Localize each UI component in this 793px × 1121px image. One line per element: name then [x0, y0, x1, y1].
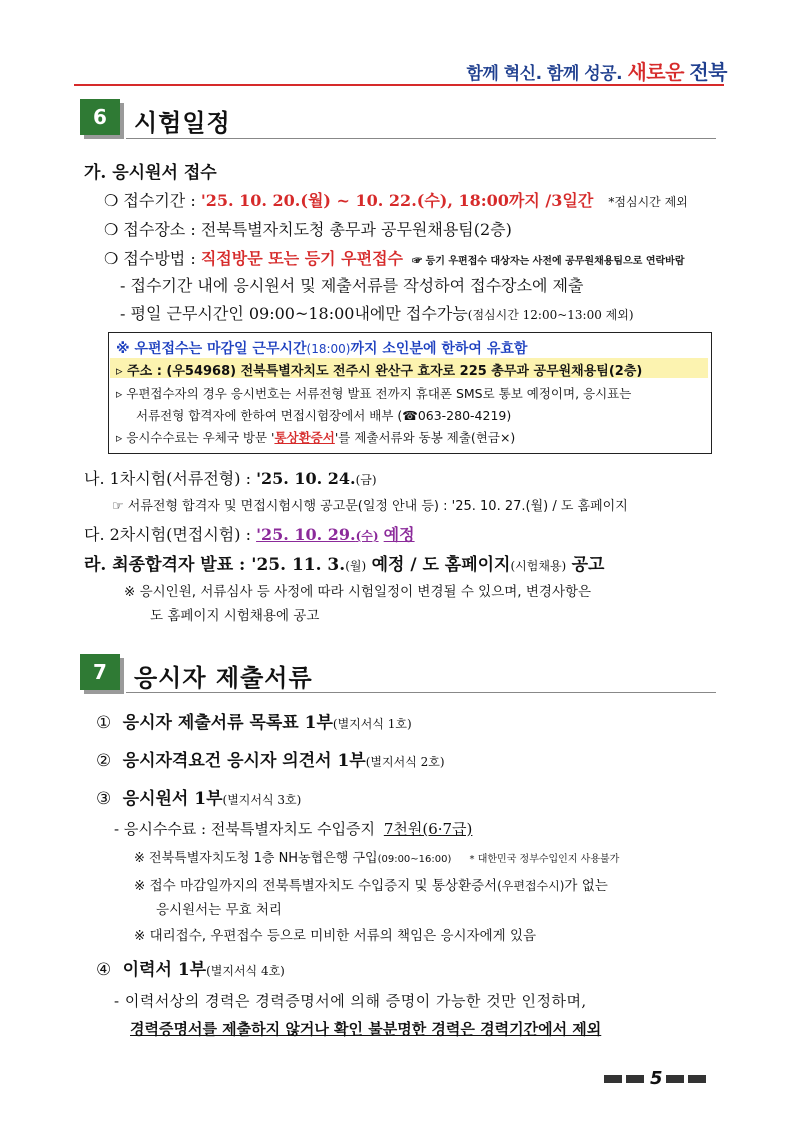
- item-note: (별지서식 2호): [365, 755, 445, 769]
- ra-label: 라. 최종합격자 발표 : '25. 11. 3.: [84, 555, 346, 575]
- item-name: 이력서 1부: [122, 960, 207, 980]
- place-value: 전북특별자치도청 총무과 공무원채용팀(2층): [200, 220, 512, 239]
- slogan-new: 새로운: [627, 60, 684, 84]
- page-number: 5: [650, 1068, 663, 1089]
- footer-dash: [626, 1075, 644, 1083]
- resume-line-1: - 이력서상의 경력은 경력증명서에 의해 증명이 가능한 것만 인정하며,: [114, 992, 587, 1010]
- box-line-1b: (18:00): [306, 342, 351, 356]
- ra-note-2: 도 홈페이지 시험채용에 공고: [150, 608, 320, 624]
- item-note: (별지서식 3호): [222, 793, 302, 807]
- box-line-1: [116, 338, 527, 358]
- section-number: 7: [80, 654, 120, 690]
- ra-day: (월): [345, 559, 367, 573]
- box-line-5a: ▹ 응시수수료는 우체국 방문 ': [116, 430, 275, 445]
- subsection-da: [84, 522, 415, 545]
- method-note: ☞ 등기 우편접수 대상자는 사전에 공무원채용팀으로 연락바람: [412, 256, 685, 267]
- box-address: ▹ 주소 : (우54968) 전북특별자치도 전주시 완산구 효자로 225 총무과 공무원채용팀(2층): [116, 364, 643, 379]
- fee-row: [114, 818, 472, 839]
- footer-dash: [688, 1075, 706, 1083]
- method-label: ❍ 접수방법 :: [104, 249, 196, 268]
- fee-note-1: [134, 847, 619, 866]
- section-number: 6: [80, 99, 120, 135]
- na-date: '25. 10. 24.: [256, 469, 356, 488]
- box-line-5c: '를 제출서류와 동봉 제출(현금×): [334, 430, 516, 445]
- slogan-jeonbuk: 전북: [689, 60, 727, 84]
- subsection-ra: [84, 550, 604, 575]
- da-tail: 예정: [383, 525, 415, 544]
- item-note: (별지서식 1호): [332, 717, 412, 731]
- footer-dash: [604, 1075, 622, 1083]
- subsection-na: [84, 466, 377, 489]
- doc-item-4: [96, 955, 285, 980]
- na-day: (금): [355, 473, 377, 487]
- section-title: 시험일정: [134, 109, 231, 137]
- ga-dash-2-note: (점심시간 12:00~13:00 제외): [467, 308, 634, 322]
- da-date: '25. 10. 29.: [256, 525, 356, 544]
- fee-note-2-cont: 응시원서는 무효 처리: [156, 902, 282, 918]
- item-note: (별지서식 4호): [206, 964, 285, 978]
- period-label: ❍ 접수기간 :: [104, 191, 196, 210]
- item-mark: ④: [96, 960, 112, 980]
- period-row: [104, 188, 688, 211]
- period-value: '25. 10. 20.(월) ~ 10. 22.(수), 18:00까지 /3일간: [200, 191, 594, 210]
- item-mark: ②: [96, 751, 112, 771]
- ra-tail: 공고: [571, 555, 605, 575]
- ga-dash-2-main: - 평일 근무시간인 09:00~18:00내에만 접수가능: [120, 304, 468, 323]
- slogan-text: 함께 혁신. 함께 성공.: [466, 64, 623, 84]
- ra-mid: 예정 / 도 홈페이지: [371, 555, 511, 575]
- fee-note-3: ※ 대리접수, 우편접수 등으로 미비한 서류의 책임은 응시자에게 있음: [134, 928, 537, 944]
- doc-item-1: [96, 708, 412, 733]
- fee-label: - 응시수수료 : 전북특별자치도 수입증지: [114, 820, 376, 838]
- item-name: 응시원서 1부: [122, 789, 223, 809]
- box-line-4: 서류전형 합격자에 한하여 면접시험장에서 배부 (☎063-280-4219): [136, 408, 512, 423]
- na-label: 나. 1차시험(서류전형) :: [84, 469, 251, 488]
- method-row: [104, 246, 685, 269]
- box-line-1a: ※ 우편접수는 마감일 근무시간: [116, 341, 307, 357]
- box-line-5: [116, 428, 515, 446]
- header-divider: [74, 84, 724, 86]
- doc-item-3: [96, 784, 301, 809]
- footer-dash: [666, 1075, 684, 1083]
- section-title: 응시자 제출서류: [134, 664, 313, 692]
- fee-note-2b: (우편접수시): [497, 879, 565, 893]
- ga-dash-2: [120, 301, 634, 324]
- header-slogan: [466, 56, 727, 85]
- fee-note-2c: 가 없는: [564, 878, 608, 894]
- na-note: ☞ 서류전형 합격자 및 면접시험시행 공고문(일정 안내 등) : '25. 10. 27.(월) / 도 홈페이지: [112, 499, 628, 514]
- item-name: 응시자 제출서류 목록표 1부: [122, 713, 333, 733]
- box-line-3: ▹ 우편접수자의 경우 응시번호는 서류전형 발표 전까지 휴대폰 SMS로 통보 예정이며, 응시표는: [116, 386, 632, 401]
- section-divider: [126, 692, 716, 693]
- place-row: [104, 217, 512, 240]
- box-line-1c: 까지 소인분에 한하여 유효함: [350, 341, 528, 357]
- fee-note-1-main: ※ 전북특별자치도청 1층 NH농협은행 구입: [134, 851, 378, 866]
- resume-line-2: 경력증명서를 제출하지 않거나 확인 불분명한 경력은 경력기간에서 제외: [130, 1020, 602, 1038]
- method-value: 직접방문 또는 등기 우편접수: [200, 249, 404, 268]
- ra-note-1: ※ 응시인원, 서류심사 등 사정에 따라 시험일정이 변경될 수 있으며, 변경사항은: [124, 584, 592, 600]
- place-label: ❍ 접수장소 :: [104, 220, 196, 239]
- fee-amount: 7천원(6·7급): [383, 820, 473, 838]
- ra-paren: (시험채용): [510, 559, 567, 573]
- subsection-ga-heading: 가. 응시원서 접수: [84, 163, 217, 183]
- period-note: *점심시간 제외: [608, 195, 688, 209]
- fee-note-1-extra: * 대한민국 정부수입인지 사용불가: [469, 854, 620, 865]
- item-mark: ①: [96, 713, 112, 733]
- da-label: 다. 2차시험(면접시험) :: [84, 525, 251, 544]
- box-line-5b: 통상환증서: [274, 430, 335, 445]
- fee-note-2a: ※ 접수 마감일까지의 전북특별자치도 수입증지 및 통상환증서: [134, 878, 498, 894]
- section-divider: [126, 138, 716, 139]
- fee-note-2: [134, 874, 608, 894]
- item-mark: ③: [96, 789, 112, 809]
- item-name: 응시자격요건 응시자 의견서 1부: [122, 751, 366, 771]
- fee-note-1-time: (09:00~16:00): [377, 854, 452, 865]
- doc-item-2: [96, 746, 445, 771]
- ga-dash-1: - 접수기간 내에 응시원서 및 제출서류를 작성하여 접수장소에 제출: [120, 276, 584, 295]
- da-day: (수): [355, 529, 379, 543]
